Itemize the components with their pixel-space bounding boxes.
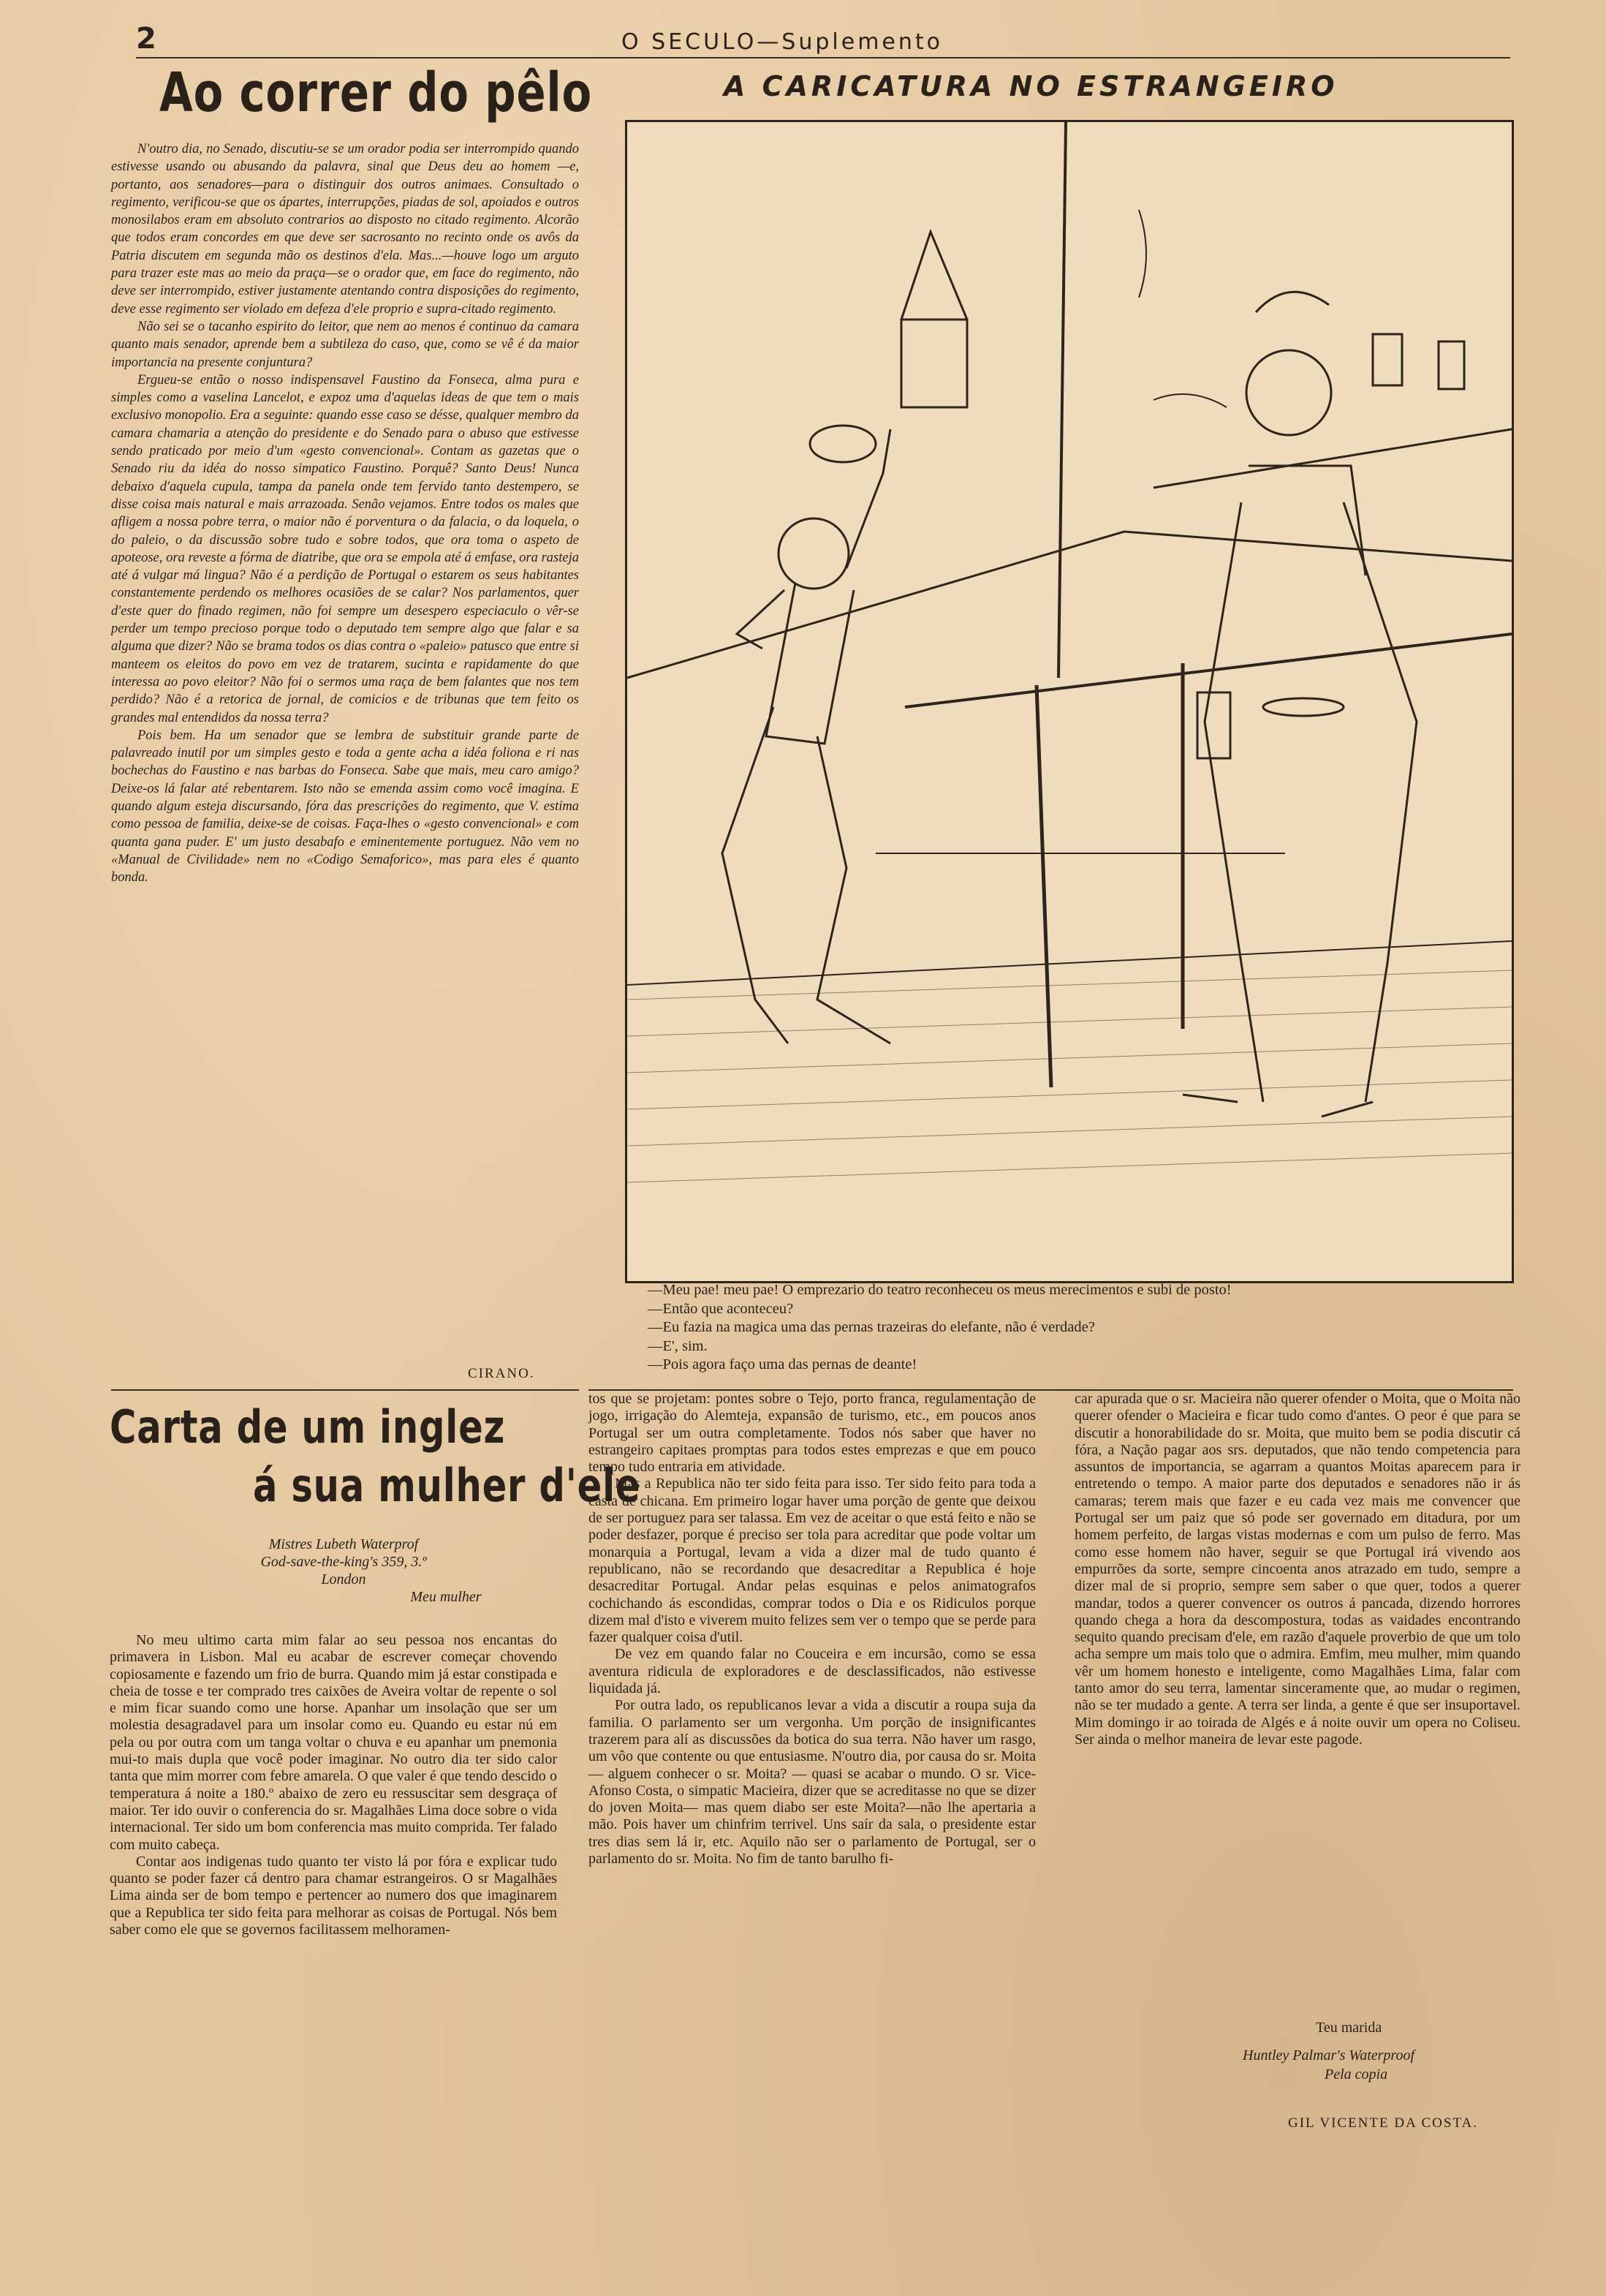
letter-column-3 (1075, 1391, 1520, 1748)
caption-line: —E', sim. (648, 1337, 708, 1354)
article-signature: CIRANO. (468, 1366, 535, 1381)
letter-title-line1: Carta de um inglez (110, 1400, 506, 1454)
newspaper-header: O SECULO—Suplemento (621, 29, 944, 55)
paragraph: No meu ultimo carta mim falar ao seu pessoa nos encantas do primavera in Lisbon. Mal eu acabar de escrever começar chovendo copiosamente e fazendo um frio de burra. Quando mim já estar constipada e cheia de tosse e ter comprado tres caixões de Aveira voltar de repente o sol e mim ficar suando como une horse. Apanhar um insolação que ser um molestia desagradavel para um insolar como eu. Quando eu estar nú em pela ou por outra com um tanga voltar o chuva e eu apanhar um pnemonia mui-to mais dupla que você poder imaginar. No outro dia ter sido calor tanta que mim morrer com febre amarela. O que valer é que tendo descido o temperatura á noite a 180.º abaixo de zero eu ressuscitar sem desgraça of maior. Ter ido ouvir o conferencia do sr. Magalhães Lima doce sobre o vida internacional. Ter sido um bom conferencia mas muito comprida. Ter falado com muito cabeça. (110, 1632, 557, 1853)
section-rule (111, 1389, 579, 1391)
paragraph: Não sei se o tacanho espirito do leitor, que nem ao menos é continuo da camara quanto mais senador, aprende bem a subtileza do caso, que, como se vê é da maior importancia na presente conjuntura? (111, 319, 579, 370)
page-number: 2 (136, 22, 156, 56)
letter-column-2 (588, 1391, 1036, 1868)
paragraph: Por outra lado, os republicanos levar a vida a discutir a roupa suja da familia. O parlamento ser um vergonha. Um porção de insignificantes trazerem para alí as discussões da botica do sua terra. Não haver um rasgo, um vôo que contente ou que entusiasme. N'outro dia, por causa do sr. Moita — alguem conhecer o sr. Moita? — quasi se acabar o mundo. O sr. Vice-Afonso Costa, o simpatic Macieira, dizer que se acreditasse no que se dizer do joven Moita— mas quem diabo ser este Moita?—não lhe apertaria a mão. Pois haver um chinfrim terrivel. Uns saír da sala, o presidente estar tres dias sem lá ir, etc. Aquilo não ser o parlamento de Portugal, ser o parlamento do sr. Moita. No fim de tanto barulho fi- (588, 1697, 1036, 1868)
paragraph: tos que se projetam: pontes sobre o Tejo, porto franca, regulamentação de jogo, irrigação do Alemteja, expansão de turismo, etc., em poucos anos Portugal ser um outra completamente. Todos nós saber que haver no estrangeiro capitaes promptas para todos estes emprezas e que em pouco tempo tudo entraria em atividade. (588, 1391, 1036, 1476)
letter-sign-name: Huntley Palmar's Waterproof (1243, 2047, 1415, 2063)
paragraph: car apurada que o sr. Macieira não querer ofender o Moita, que o Moita não querer ofender o Macieira e ficar tudo como d'antes. O peor é que para se discutir a honorabilidade do sr. Moita, que muito bem se podia discutir cá fóra, a Nação pagar aos srs. deputados, que não tendo competencia para assuntos de importancia, se agarram a quantos Moitas aparecem para ir entretendo o tempo. A maior parte dos deputados e senadores não ir ás camaras; terem mais que fazer e eu cada vez mais me convencer que Portugal ser um paiz que só pode ser governado em ditadura, por um homem perfeito, de largas vistas modernas e com um pulso de ferro. Mas como esse homem não haver, seguir se que Portugal irá vivendo aos empurrões da sorte, sempre cincoenta anos atrazado em tudo, sempre a dizer mal de si proprio, sempre sem saber o que quer, todos a querer mandar, todos a querer convencer os outros á pancada, dizendo horrores quando chega a hora da descompostura, todas as vaidades encontrando sequito quando precisam d'ele, em razão d'aquele proverbio de que um tolo acha sempre um mais tolo que o admira. Emfim, meu mulher, mim quando vêr um homem honesto e inteligente, como Magalhães Lima, falar com tanto amor do seu terra, lamentar sinceramente que, ao mudar o regimen, não se ter mudado a gente. A terra ser linda, a gente é que ser insuportavel. Mim domingo ir ao toirada de Algés e á noite ouvir um opera no Coliseu. Ser ainda o melhor maneira de levar este pagode. (1075, 1391, 1520, 1748)
paragraph: Pois bem. Ha um senador que se lembra de substituir grande parte de palavreado inutil por um simples gesto e toda a gente acha a idéa foliona e ri nas bochechas do Faustino e nas barbas do Fonseca. Sabe que mais, meu caro amigo? Deixe-os lá falar até rebentarem. Isto não se emenda assim como você imagina. E quando algum esteja discursando, fóra das prescrições do regimento, que V. estima como pessoa de familia, deixe-se de coisas. Faça-lhes o «gesto convencional» e com quanta gana puder. E' um justo desabafo e eminentemente portuguez. Não vem no «Manual de Civilidade» nem no «Codigo Semaforico», mas para eles é quanto bonda. (111, 728, 579, 885)
letter-column-1 (110, 1632, 557, 1938)
paragraph: De vez em quando falar no Couceira e em incursão, como se essa aventura ridicula de exploradores e de desclassificados, não estivesse liquidada já. (588, 1646, 1036, 1697)
paragraph: Mas a Republica não ter sido feita para isso. Ter sido feito para toda a casta de chicana. Em primeiro logar haver uma porção de gente que deixou de ser portuguez para ser talassa. Em vez de aceitar o que está feito e não se poder desfazer, porque é preciso ser tola para acreditar que pode voltar um monarquia a Portugal, levam a vida a dizer mal de tudo quanto é republicano, não se recordando que desacreditar a Republica é hoje desacreditar Portugal. Andar pelas esquinas e pelos animatografos cochichando ás escondidas, comprar todos o Dia e os Ridiculos porque dizem mal d'isto e viverem muito felizes sem ver o tempo que se perde para fazer qualquer coisa d'util. (588, 1476, 1036, 1646)
address-line: Meu mulher (410, 1589, 482, 1605)
letter-sign-copy: Pela copia (1325, 2066, 1388, 2082)
header-rule (136, 57, 1510, 58)
letter-closing: Teu marida (1316, 2020, 1382, 2036)
address-line: Mistres Lubeth Waterprof (268, 1536, 419, 1552)
cartoon-caption (648, 1281, 1503, 1375)
letter-address (110, 1536, 577, 1606)
caption-line: —Então que aconteceu? (648, 1300, 794, 1317)
paragraph: N'outro dia, no Senado, discutiu-se se um orador podia ser interrompido quando estivesse usando ou abusando da palavra, sinal que Deus deu ao homem —e, portanto, aos senadores—para o distinguir dos outros animaes. Consultado o regimento, verificou-se que os ápartes, interrupções, piadas de sol, apoiados e outros monosilabos eram em absoluto contrarios ao disposto no citado regimento. Alcorão que todos eram concordes em que deve ser sacrosanto no recinto onde os avôs da Patria discutem em segunda mão os destinos d'ela. Mas...—houve logo um arguto para trazer este mas ao meio da praça—se o orador que, em face do regimento, não deve ser interrompido, estiver justamente atentando contra disposições do regimento, deve esse regimento ser violado em defeza d'ele proprio e supra-citado regimento. (111, 142, 579, 317)
article-body (111, 140, 579, 886)
letter-title-line2: á sua mulher d'ele (253, 1459, 641, 1512)
address-line: God-save-the-king's 359, 3.º (260, 1554, 427, 1570)
cartoon-drawing (627, 122, 1512, 1281)
article-title: Ao correr do pêlo (159, 61, 592, 124)
caption-line: —Pois agora faço uma das pernas de deante! (648, 1356, 917, 1372)
letter-author: GIL VICENTE DA COSTA. (1288, 2115, 1479, 2131)
cartoon-illustration (625, 120, 1514, 1283)
cartoon-title: A CARICATURA NO ESTRANGEIRO (724, 70, 1338, 102)
caption-line: —Eu fazia na magica uma das pernas trazeiras do elefante, não é verdade? (648, 1319, 1095, 1335)
address-line: London (321, 1571, 366, 1587)
paragraph: Contar aos indigenas tudo quanto ter visto lá por fóra e explicar tudo quanto se poder fazer cá dentro para chamar estrangeiros. O sr Magalhães Lima ainda ser de bom tempo e pertencer ao numero dos que imaginarem que a Republica ter sido feita para melhorar as coisas de Portugal. Nós bem saber como ele que se governos facilitassem melhoramen- (110, 1853, 557, 1938)
caption-line: —Meu pae! meu pae! O emprezario do teatro reconheceu os meus merecimentos e subi de posto! (648, 1282, 1232, 1298)
paragraph: Ergueu-se então o nosso indispensavel Faustino da Fonseca, alma pura e simples como a vaselina Lancelot, e expoz uma d'aquelas ideas de que tem o mais exclusivo monopolio. Era a seguinte: quando esse caso se désse, qualquer membro da camara chamaria a atenção do presidente e do Senado para o abuso que estivesse sendo praticado por meio d'um «gesto convencional». Contam as gazetas que o Senado riu da idéa do nosso simpatico Faustino. Porquê? Santo Deus! Nunca debaixo d'aquela cupula, tampa da panela onde tem fervido tanto destempero, se disse coisa mais natural e mais arrazoada. Senão vejamos. Entre todos os males que afligem a nossa pobre terra, o maior não é porventura o da falacia, o da loquela, o do paleio, o da discussão sobre tudo e sobre todos, que ora toma o aspeto de apoteose, ora reveste a fórma de diatribe, que ora se empola até á emfase, ora rasteja até á vulgar má lingua? Não é a perdição de Portugal o estarem os seus habitantes constantemente perdendo os melhores ocasiões de se calar? Nos parlamentos, quer d'este quer do finado regimen, não foi sempre um desespero especiaculo o vêr-se perder um tempo precioso porque todo o deputado tem sempre algo que falar e sa alguma que dizer? Não se brama todos os dias contra o «paleio» patusco que entre si manteem os eleitos do povo em vez de tratarem, sucinta e rapidamente do que interessa ao povo eleitor? Não foi o sermos uma raça de bem falantes que nos tem perdido? Não é a retorica de jornal, de comicios e de tribunas que tem feito os grandes mal entendidos da nossa terra? (111, 372, 579, 725)
